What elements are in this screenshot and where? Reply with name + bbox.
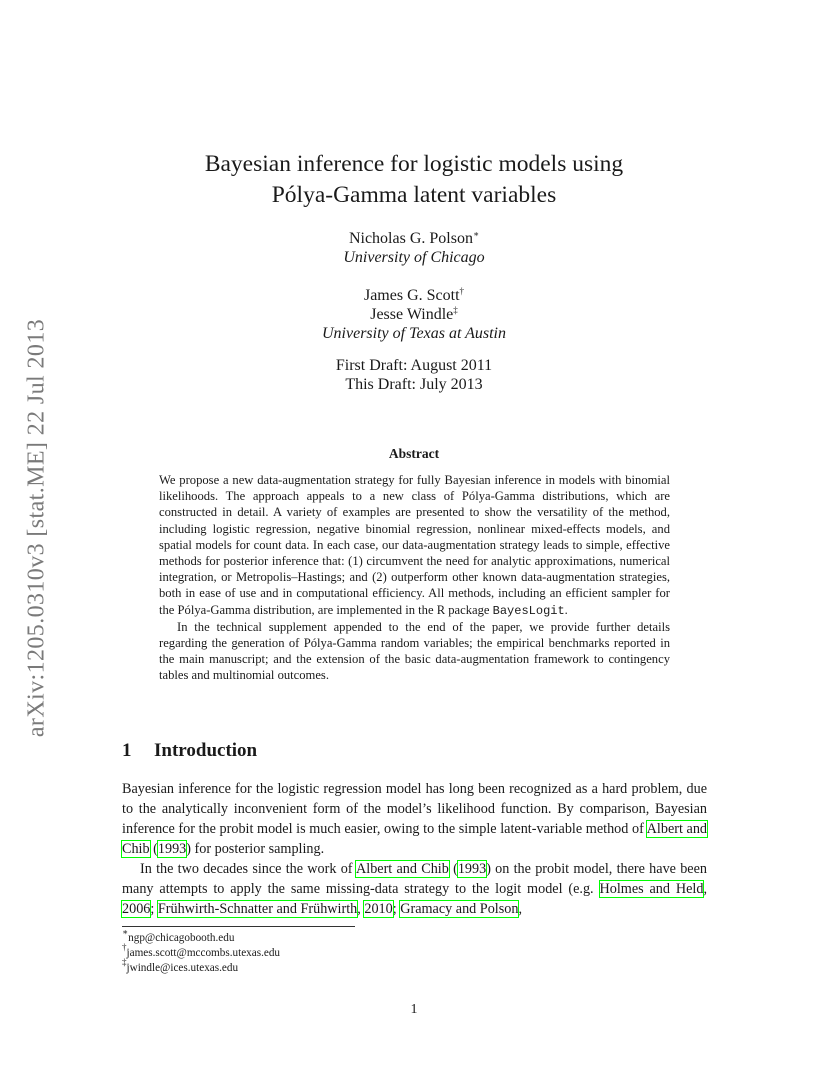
footnote-3-mark: ‡ (122, 957, 127, 967)
author-3 (0, 305, 828, 324)
intro-paragraph-1: Bayesian inference for the logistic regression model has long been recognized as a hard problem, due to the analytically inconvenient form of the model’s likelihood function. By comparison, Bayesian inference for the probit model is much easier, owing to the simple latent-variable method of Albert and Chib (1993) for posterior sampling. (122, 781, 708, 857)
footnote-2-email: james.scott@mccombs.utexas.edu (126, 947, 281, 959)
footnote-1 (122, 927, 235, 945)
footnote-1-mark: ∗ (122, 927, 129, 937)
author-2-3-affiliation: University of Texas at Austin (322, 325, 506, 342)
section-number: 1 (122, 740, 132, 761)
footnote-2-mark: † (122, 942, 127, 952)
intro-text-1a: Bayesian inference for the logistic regression model has long been recognized as a hard problem, due to the analytically inconvenient form of the model’s likelihood function. By comparison, Bayesian inference for the probit model is much easier, owing to the simple latent-variable method of (122, 781, 707, 837)
footnote-rule (122, 926, 355, 927)
footnote-2 (122, 942, 281, 960)
introduction-body (122, 779, 707, 919)
author-1 (0, 229, 828, 248)
section-heading-introduction (122, 740, 257, 762)
citation-gramacy-polson-link[interactable]: Gramacy and Polson (400, 901, 519, 917)
citation-fruhwirth-link[interactable]: Frühwirth-Schnatter and Frühwirth (157, 901, 358, 917)
citation-albert-chib-link[interactable]: Albert and Chib (122, 821, 708, 857)
arxiv-sidebar-stamp: arXiv:1205.0310v3 [stat.ME] 22 Jul 2013 (23, 318, 50, 738)
page-number: 1 (410, 1002, 418, 1017)
citation-holmes-held-link[interactable]: Holmes and Held (599, 881, 704, 897)
package-name: BayesLogit (492, 603, 565, 618)
citation-year-2006-link[interactable]: 2006 (122, 901, 151, 917)
paper-title-line-1: Bayesian inference for logistic models using (204, 151, 624, 177)
section-title: Introduction (154, 740, 258, 761)
paper-title-line-2: Pólya-Gamma latent variables (271, 182, 557, 208)
abstract-text-1: We propose a new data-augmentation strategy for fully Bayesian inference in models with binomial likelihoods. The approach appeals to a new class of Pólya-Gamma distributions, which are constructed in detail. A variety of examples are presented to show the versatility of the method, including logistic regression, negative binomial regression, nonlinear mixed-effects models, and spatial models for count data. In each case, our data-augmentation strategy leads to simple, effective methods for posterior inference that: (1) circumvent the need for analytic approximations, numerical integration, or Metropolis–Hastings; and (2) outperform other known data-augmentation strategies, both in ease of use and in computational efficiency. All methods, including an efficient sampler for the Pólya-Gamma distribution, are implemented in the R package (159, 473, 670, 617)
author-1-affiliation: University of Chicago (343, 249, 485, 266)
author-2 (0, 286, 828, 305)
this-draft-date: This Draft: July 2013 (345, 376, 483, 393)
footnote-3 (122, 957, 239, 975)
footnote-3-email: jwindle@ices.utexas.edu (126, 962, 239, 974)
author-3-footnote-mark: ‡ (453, 305, 458, 315)
intro-text-1b: for posterior sampling. (194, 841, 325, 857)
author-2-name: James G. Scott (363, 287, 460, 304)
citation-year-2010-link[interactable]: 2010 (364, 901, 393, 917)
intro-text-2b: on the probit model, there have been many attempts to apply the same missing-data strategy to the logit model (e.g. (122, 861, 707, 897)
abstract-paragraph-2: In the technical supplement appended to the end of the paper, we provide further details regarding the generation of Pólya-Gamma random variables; the empirical benchmarks reported in the main manuscript; and the extension of the basic data-augmentation framework to contingency tables and multinomial outcomes. (159, 619, 670, 683)
abstract-paragraph-1 (159, 472, 670, 619)
abstract-heading: Abstract (388, 446, 440, 461)
intro-text-2a: In the two decades since the work of (140, 861, 353, 877)
citation-albert-chib-link-2[interactable]: Albert and Chib (356, 861, 449, 877)
footnote-1-email: ngp@chicagobooth.edu (128, 932, 235, 944)
author-1-name: Nicholas G. Polson (348, 230, 473, 247)
citation-year-1993-link-2[interactable]: 1993 (457, 861, 487, 877)
author-3-name: Jesse Windle (370, 306, 454, 323)
abstract-period: . (564, 602, 568, 617)
author-1-footnote-mark: ∗ (472, 229, 480, 239)
intro-paragraph-2: In the two decades since the work of Albert and Chib (1993) on the probit model, there have been many attempts to apply the same missing-data strategy to the logit model (e.g. Holmes and Held, 2006; Frühwirth-Schnatter and Frühwirth, 2010; Gramacy and Polson, (122, 861, 707, 917)
abstract-body (159, 472, 670, 684)
author-2-footnote-mark: † (459, 286, 465, 296)
first-draft-date: First Draft: August 2011 (335, 357, 493, 374)
citation-year-1993-link[interactable]: 1993 (157, 841, 187, 857)
